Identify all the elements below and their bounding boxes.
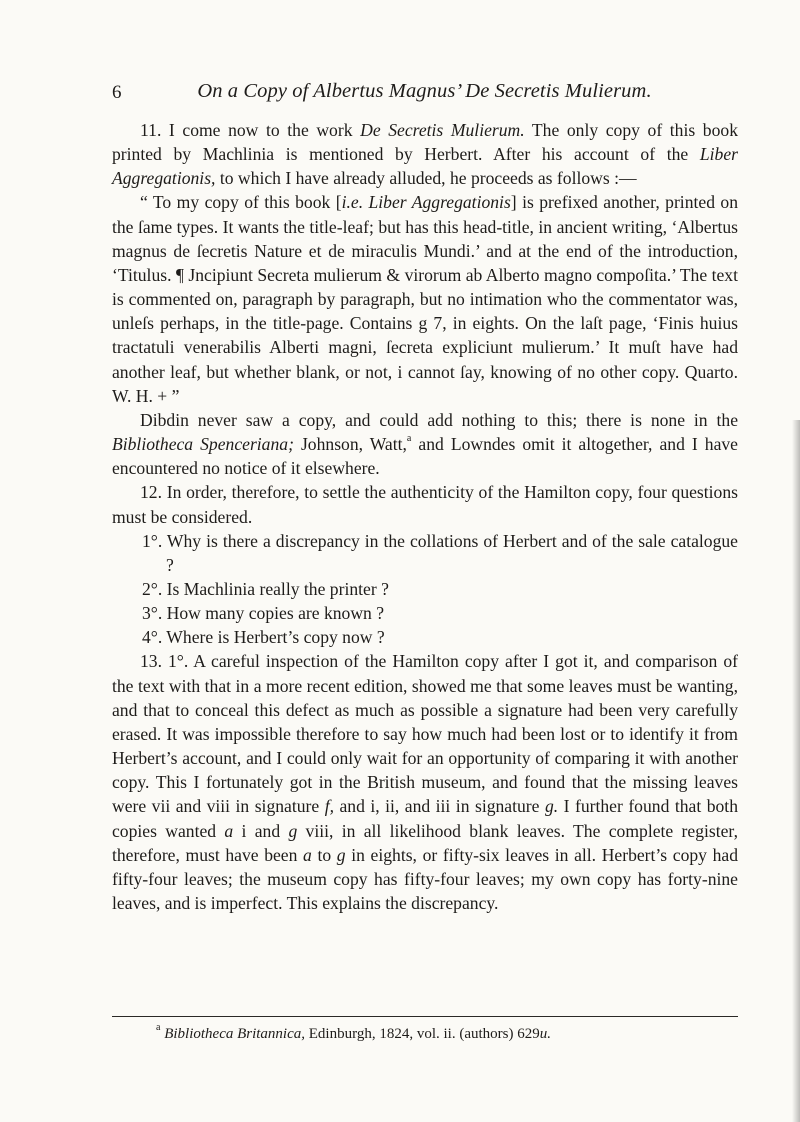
footnote (112, 1024, 738, 1044)
signature-letter: g (288, 820, 298, 841)
paragraph-11 (112, 118, 738, 190)
signature-letter: g (336, 844, 346, 865)
text-run: 13. 1°. A careful inspection of the Hamilton copy after I got it, and comparison of the text with that in a more recent edition, showed me that some leaves must be wanting, and that to conceal this defect as much as possible a signature had been very carefully erased. It was impossible therefore to say how much had been lost or to identify it from Herbert’s account, and I could only wait for an opportunity of comparing it with another copy. This I fortunately got in the British museum, and found that the missing leaves were vii and viii in signature (112, 651, 738, 817)
footnote-suffix: u. (539, 1026, 551, 1042)
herbert-quotation (112, 190, 738, 407)
body-text (112, 118, 738, 915)
text-run: ] is prefixed another, printed on the ſame types. It wants the title-leaf; but has this head-title, in ancient writing, ‘Albertus magnus de ſecretis Nature et de miraculis Mundi.’ and at the end of the introduction, ‘Titulus. ¶ Jncipiunt Secreta mulierum & virorum ab Alberto magno compoſita.’ The text is commented on, paragraph by paragraph, but no intimation who the commentator was, unleſs perhaps, in the title-page. Contains g 7, in eights. On the laſt page, ‘Finis huius tractatuli venerabilis Alberti magni, ſecreta expliciunt mulierum.’ It muſt have had another leaf, but whether blank, or not, i cannot ſay, knowing of no other copy. Quarto. W. H. + ” (112, 192, 739, 406)
text-run: Johnson, Watt, (293, 434, 407, 455)
question-1: 1°. Why is there a discrepancy in the collations of Herbert and of the sale catalogue ? (142, 530, 738, 575)
text-run: to (311, 844, 337, 865)
signature-letter: f, (324, 796, 334, 817)
paragraph-12: 12. In order, therefore, to settle the authenticity of the Hamilton copy, four questions must be considered. (112, 482, 738, 527)
footnote-reference: a (406, 433, 412, 445)
book-title: De Secretis Mulierum. (360, 120, 525, 140)
footnote-text: Edinburgh, 1824, vol. ii. (authors) 629 (305, 1026, 540, 1042)
paragraph-13 (112, 649, 738, 915)
text-run: Dibdin never saw a copy, and could add nothing to this; there is none in the (140, 409, 738, 430)
text-run: viii, in all likelihood blank leaves. The complete register, therefore, must have been (112, 820, 738, 865)
text-run: I further found that both copies wanted (112, 796, 738, 841)
footnote-title: Bibliotheca Britannica, (164, 1026, 306, 1042)
signature-letter: a (224, 820, 234, 841)
book-title: Liber Aggregationis, (112, 144, 738, 189)
text-run: to which I have already alluded, he proceeds as follows :— (215, 168, 637, 189)
dibdin-paragraph (112, 408, 738, 480)
book-title: Bibliotheca Spenceriana; (112, 434, 294, 455)
text-run: in eights, or fifty-six leaves in all. Herbert’s copy had fifty-four leaves; the museum copy has fifty-four leaves; my own copy has forty-nine leaves, and is imperfect. This explains the discrepancy. (112, 844, 739, 913)
signature-letter: a (303, 844, 312, 865)
running-title: On a Copy of Albertus Magnus’ De Secretis Mulierum. (197, 80, 652, 102)
signature-letter: g. (544, 796, 559, 817)
page-edge-shadow (792, 420, 800, 1122)
book-title: i.e. Liber Aggregationis (341, 192, 511, 213)
footnote-rule (112, 1016, 738, 1017)
text-run: and Lowndes omit it altogether, and I have encountered no notice of it elsewhere. (112, 434, 738, 479)
text-run: i and (233, 820, 289, 841)
text-run: and i, ii, and iii in signature (333, 796, 545, 817)
page-header (112, 76, 737, 106)
text-run: “ To my copy of this book [ (140, 192, 342, 213)
footnote-mark: a (156, 1022, 161, 1033)
question-2: 2°. Is Machlinia really the printer ? (142, 578, 389, 599)
question-4: 4°. Where is Herbert’s copy now ? (142, 627, 385, 648)
text-run: 11. I come now to the work (140, 120, 361, 140)
question-3: 3°. How many copies are known ? (142, 603, 385, 624)
page-number: 6 (112, 82, 122, 103)
text-run: The only copy of this book printed by Machlinia is mentioned by Herbert. After his account of the (112, 120, 738, 165)
